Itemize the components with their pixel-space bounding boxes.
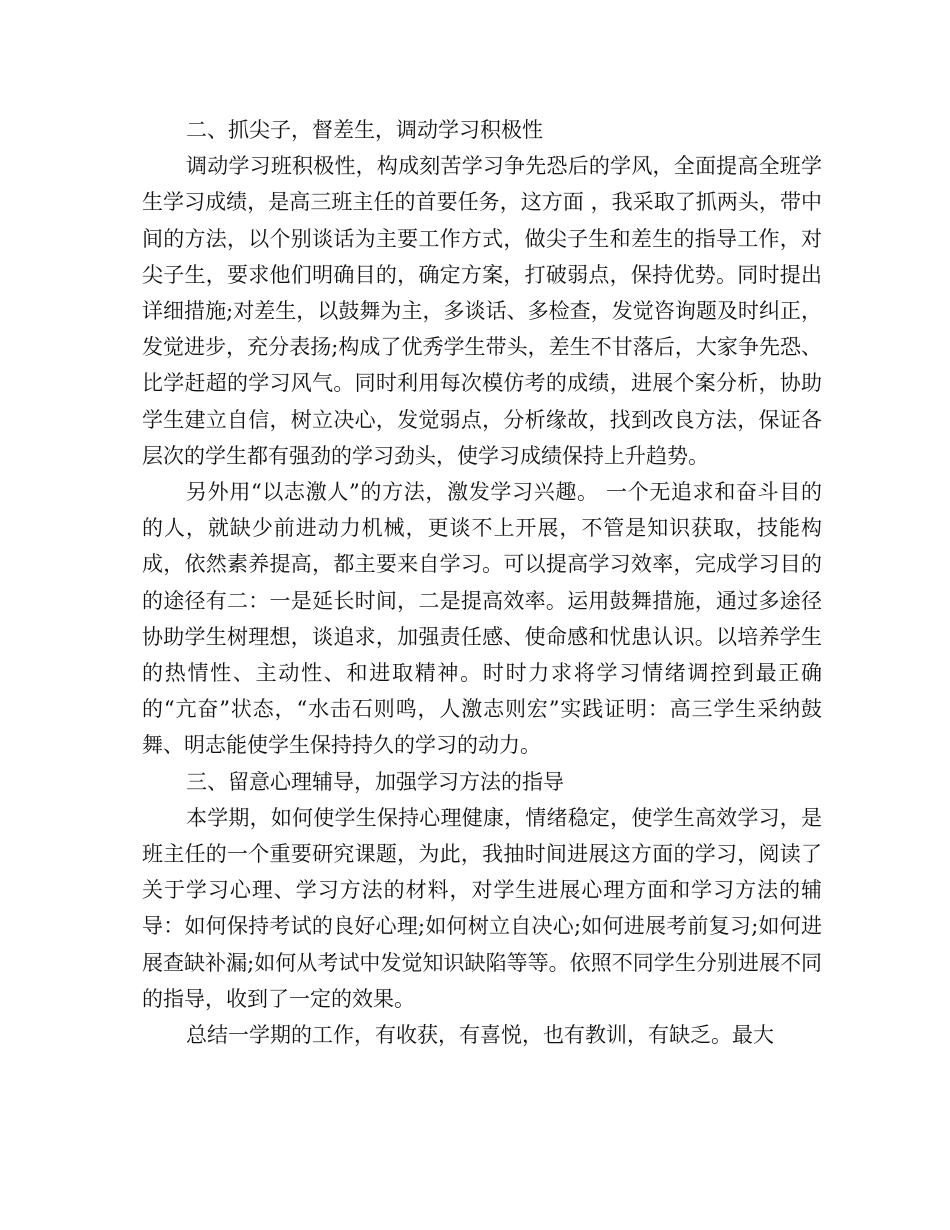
section-heading-3 — [142, 764, 822, 800]
heading-text: 二、抓尖子，督差生，调动学习积极性 — [186, 118, 543, 142]
document-body — [142, 112, 822, 1053]
line: 使学习成绩保持上升趋势。 — [457, 443, 709, 468]
line: 方法的辅导：如何保持考试的良好心理;如何树立自决心;如何进展考 — [142, 878, 823, 939]
paragraph-4 — [142, 1017, 822, 1053]
line: 同学生分别进展不同的指导，收到了一定的效果。 — [142, 950, 822, 1011]
line: 发觉咨询题及时纠正，发觉进步，充分表扬;构成了优秀学生带头，差 — [142, 299, 823, 360]
paragraph-1 — [142, 148, 822, 474]
line: 考的成绩，进展个案分析，协助学生建立自信，树立决心，发觉弱点， — [142, 371, 823, 432]
line: 本学期，如何使学生保持心理健康，情绪稳定，使学生高效学习， — [186, 805, 801, 830]
line: 另外用“以志激人”的方法，激发学习兴趣。 一个无追求和奋斗 — [186, 480, 780, 505]
line: 总结一学期的工作，有收获，有喜悦，也有教训，有缺乏。最大 — [186, 1023, 774, 1048]
line: 头，带中间的方法，以个别谈话为主要工作方式，做尖子生和差生的 — [142, 190, 822, 251]
paragraph-3 — [142, 800, 822, 1017]
line: 目的的人，就缺少前进动力机械，更谈不上开展，不管是知识获取， — [142, 480, 822, 541]
line: 分析缘故，找到改良方法，保证各层次的学生都有强劲的学习劲头， — [142, 407, 823, 468]
line: 患认识。以培养学生的热情性、主动性、和进取精神。时时力求将学 — [142, 624, 823, 686]
line: 指导工作，对尖子生，要求他们明确目的，确定方案，打破弱点，保 — [142, 226, 823, 287]
line: 持优势。同时提出详细措施;对差生，以鼓舞为主，多谈话、多检查， — [142, 262, 823, 324]
line: 班学生学习成绩，是高三班主任的首要任务，这方面 ，我采取了抓两 — [142, 154, 823, 215]
line: 生不甘落后，大家争先恐、比学赶超的学习风气。同时利用每次模仿 — [142, 335, 823, 396]
line: 前复习;如何进展查缺补漏;如何从考试中发觉知识缺陷等等。依照不 — [142, 914, 823, 975]
line: 施，通过多途径协助学生树理想，谈追求，加强责任感、使命感和忧 — [142, 588, 823, 649]
line: 是班主任的一个重要研究课题，为此，我抽时间进展这方面的学习， — [142, 805, 822, 867]
paragraph-2 — [142, 474, 822, 764]
section-heading-2 — [142, 112, 822, 148]
line: 实践证明：高三学生采纳鼓舞、明志能使学生保持持久的学习的动力。 — [142, 697, 823, 758]
line: 阅读了关于学习心理、学习方法的材料，对学生进展心理方面和学习 — [142, 842, 823, 903]
heading-text: 三、留意心理辅导，加强学习方法的指导 — [186, 769, 564, 794]
line: 技能构成，依然素养提高，都主要来自学习。可以提高学习效率，完 — [142, 516, 823, 577]
line: 成学习目的的途径有二：一是延长时间，二是提高效率。运用鼓舞措 — [142, 552, 823, 613]
line: 调动学习班积极性，构成刻苦学习争先恐后的学风，全面提高全 — [186, 154, 780, 179]
line: 习情绪调控到最正确的“亢奋”状态，“水击石则鸣，人激志则宏” — [142, 661, 823, 722]
